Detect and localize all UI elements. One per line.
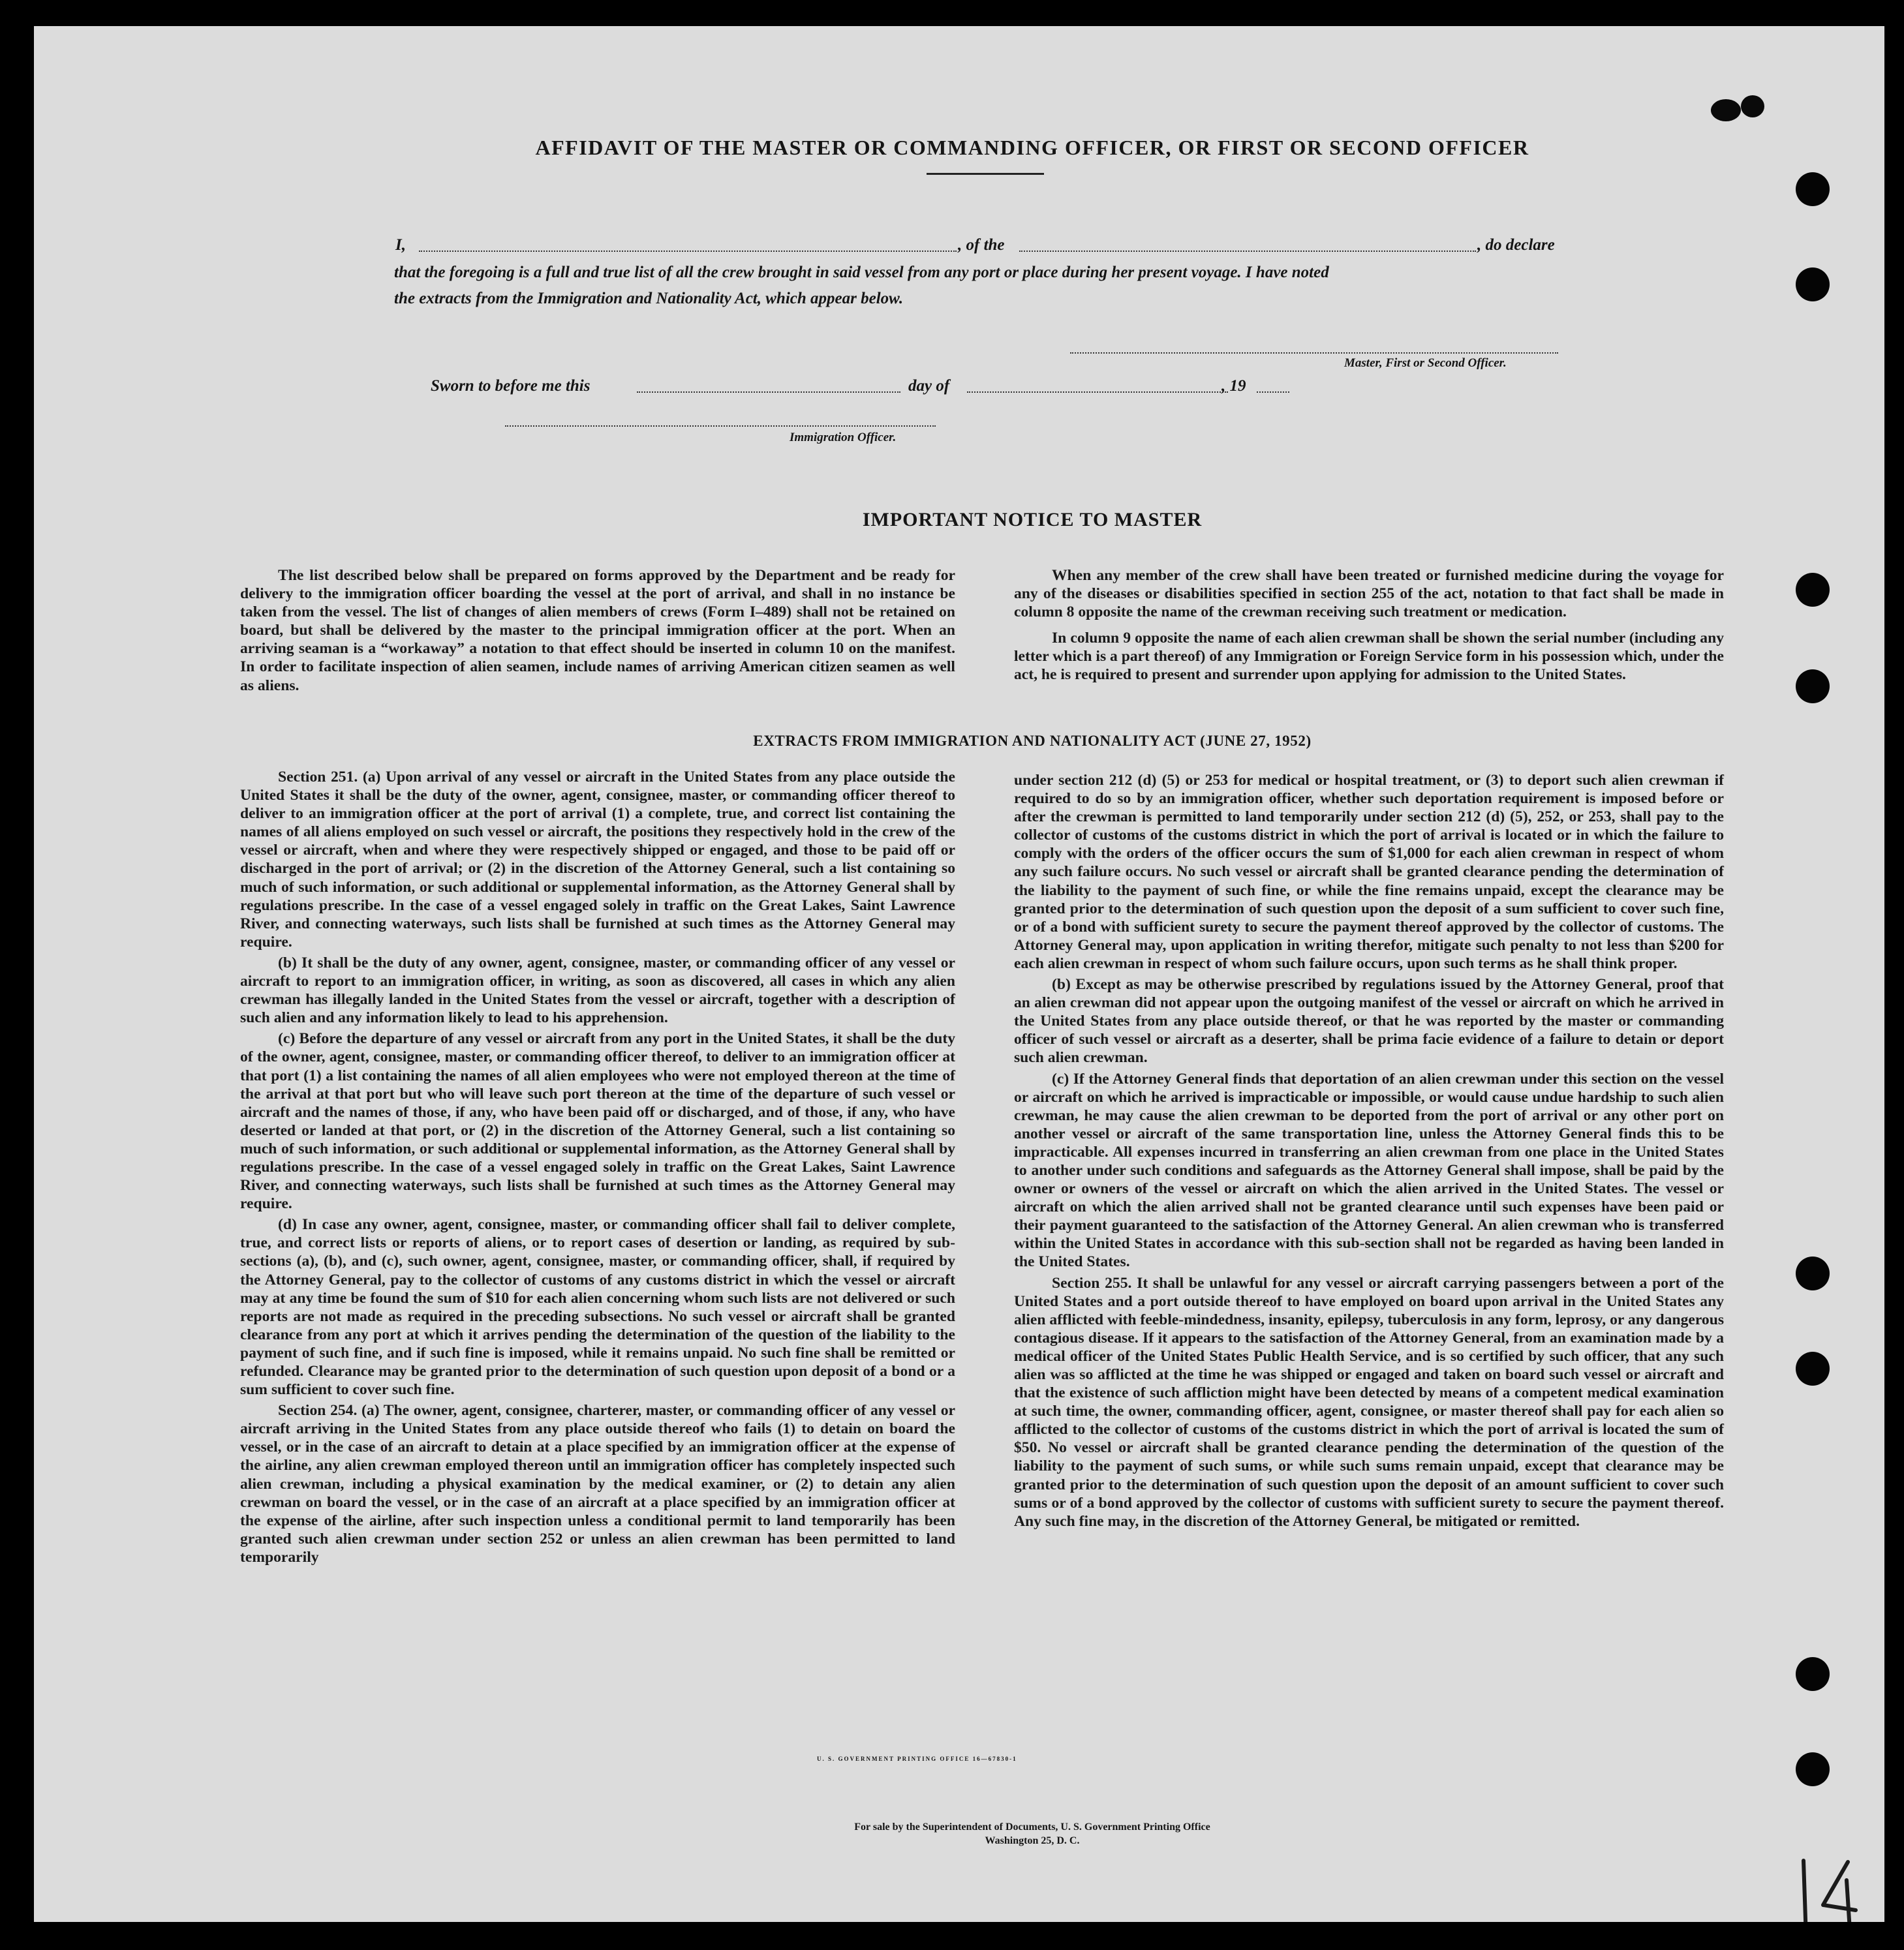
printer-imprint: U. S. GOVERNMENT PRINTING OFFICE 16—67830-1 [817, 1756, 1017, 1762]
extract-paragraph: (b) Except as may be otherwise prescribed by regulations issued by the Attorney General, proof that an alien crewman did not appear upon the outgoing manifest of the vessel or aircraft on which he arrived in the United States from any place outside thereof, or that he was reported by the master or commanding officer of such vessel or aircraft as a deserter, shall be prima facie evidence of a failure to detain or deport such alien crewman. [1014, 976, 1724, 1067]
notice-left-column [240, 566, 955, 697]
extract-paragraph: under section 212 (d) (5) or 253 for medical or hospital treatment, or (3) to deport such alien crewman if required to do so by an immigration officer, whether such deportation requirement is imposed before or after the crewman is permitted to land temporarily under section 212 (d) (5), 252, or 253, shall pay to the collector of customs of the customs district in which the port of arrival is located or in which the failure to comply with the orders of the officer occurs the sum of $1,000 for each alien crewman in respect of whom any such failure occurs. No such vessel or aircraft shall be granted clearance pending the determination of the liability to the payment of such fine, or while the fine remains unpaid, except the clearance may be granted prior to the determination of such question upon the deposit of a sum sufficient to cover such fine, or of a bond with sufficient surety to secure the payment thereof approved by the collector of customs. The Attorney General may, upon application in writing therefor, mitigate such penalty to not less than $200 for each alien crewman in respect of whom such failure occurs, upon such terms as he shall think proper. [1014, 772, 1724, 972]
affidavit-do-declare-label: , do declare [1477, 236, 1555, 254]
punch-hole [1796, 267, 1830, 301]
sworn-year-field[interactable] [1257, 391, 1289, 393]
extract-paragraph: (d) In case any owner, agent, consignee, master, or commanding officer shall fail to deliver complete, true, and correct lists or reports of aliens, or to report cases of desertion or landing, as required by sub-sections (a), (b), and (c), such owner, agent, consignee, master, or commanding officer, shall, if required by the Attorney General, pay to the collector of customs of any customs district in which the vessel or aircraft may at any time be found the sum of $10 for each alien concerning whom such lists are not delivered or such reports are not made as required in the preceding subsections. No such vessel or aircraft shall be granted clearance from any port at which it arrives pending the determination of the question of the liability to the payment of such fine, and if such fine is imposed, while it remains unpaid. No such fine shall be remitted or refunded. Clearance may be granted prior to the determination of such question upon deposit of a bond or a sum sufficient to cover such fine. [240, 1216, 955, 1399]
title-underline [927, 173, 1044, 175]
officer-signature-label: Immigration Officer. [790, 431, 897, 444]
affidavit-statement-line: that the foregoing is a full and true list of all the crew brought in said vessel from any port or place during her present voyage. I have noted [394, 264, 1329, 281]
document-page [34, 26, 1884, 1922]
extract-paragraph: (c) If the Attorney General finds that deportation of an alien crewman under this section on the vessel or aircraft on which he arrived is impracticable or impossible, or would cause undue hardship to such alien crewman, he may cause the alien crewman to be deported from the port of arrival or any other port on another vessel or aircraft of the same transportation line, unless the Attorney General finds this to be impracticable. All expenses incurred in transferring an alien crewman from one place in the United States to another under such conditions and safeguards as the Attorney General shall impose, shall be paid by the owner or owners of the vessel or aircraft on which the alien arrived in the United States. The vessel or aircraft on which the alien arrived shall not be granted clearance until such expenses have been paid or their payment guaranteed to the satisfaction of the Attorney General. An alien crewman who is transferred within the United States in accordance with this sub-section shall not be regarded as having been landed in the United States. [1014, 1070, 1724, 1271]
punch-hole [1796, 1257, 1830, 1290]
extract-paragraph: Section 255. It shall be unlawful for any vessel or aircraft carrying passengers between a port of the United States and a port outside thereof to have employed on board upon arrival in the United States any alien afflicted with feeble-mindedness, insanity, epilepsy, tuberculosis in any form, leprosy, or any dangerous contagious disease. If it appears to the satisfaction of the Attorney General, from an examination made by a medical officer of the United States Public Health Service, and is so certified by such officer, that any such alien was so afflicted at the time he was shipped or engaged and taken on board such vessel or aircraft and that the existence of such affliction might have been detected by means of a competent medical examination at such time, the owner, commanding officer, agent, consignee, or master thereof shall pay for each alien so afflicted to the collector of customs of the customs district in which the port of arrival is located the sum of $50. No vessel or aircraft shall be granted clearance pending the determination of the question of the liability to the payment of such sums, or while such sums remain unpaid, except that clearance may be granted prior to the determination of such question upon the deposit of an amount sufficient to cover such sums or of a bond approved by the collector of customs with sufficient surety to secure the payment thereof. Any such fine may, in the discretion of the Attorney General, be mitigated or remitted. [1014, 1274, 1724, 1530]
sworn-day-field[interactable] [637, 391, 900, 393]
sworn-day-of-label: day of [908, 377, 950, 395]
notice-right-column [1014, 566, 1724, 687]
sale-notice-line: For sale by the Superintendent of Documents, U. S. Government Printing Office [854, 1821, 1210, 1833]
notice-title: IMPORTANT NOTICE TO MASTER [862, 509, 1203, 530]
punch-hole [1796, 573, 1830, 607]
officer-signature-field[interactable] [505, 425, 936, 427]
affidavit-of-the-label: , of the [958, 236, 1005, 254]
master-signature-field[interactable] [1070, 352, 1558, 354]
punch-hole [1796, 172, 1830, 206]
handwritten-page-number [1790, 1854, 1862, 1922]
affidavit-title: AFFIDAVIT OF THE MASTER OR COMMANDING OFFICER, OR FIRST OR SECOND OFFICER [535, 136, 1529, 159]
sworn-label: Sworn to before me this [431, 377, 591, 395]
affidavit-i-label: I, [395, 236, 406, 254]
sale-notice-address: Washington 25, D. C. [985, 1835, 1080, 1846]
extracts-title: EXTRACTS FROM IMMIGRATION AND NATIONALITY ACT (JUNE 27, 1952) [753, 733, 1312, 749]
sworn-year-label: , 19 [1221, 377, 1246, 395]
punch-hole [1796, 1352, 1830, 1386]
notice-paragraph: The list described below shall be prepared on forms approved by the Department and be ready for delivery to the immigration officer boarding the vessel at the port of arrival, and shall in no instance be taken from the vessel. The list of changes of alien members of crews (Form I–489) shall not be retained on board, but shall be delivered by the master to the principal immigration officer at the port. When an arriving seaman is a “workaway” a notation to that effect should be inserted in column 10 on the manifest. In order to facilitate inspection of alien seamen, include names of arriving American citizen seamen as well as aliens. [240, 567, 955, 694]
sworn-month-field[interactable] [967, 391, 1228, 393]
ink-blot [1741, 95, 1764, 117]
vessel-field[interactable] [1019, 251, 1476, 252]
punch-hole [1796, 1657, 1830, 1691]
name-field[interactable] [419, 251, 957, 252]
notice-paragraph: When any member of the crew shall have been treated or furnished medicine during the voyage for any of the diseases or disabilities specified in section 255 of the act, notation to that fact shall be made in column 8 opposite the name of the crewman receiving such treatment or medication. [1014, 567, 1724, 621]
extract-paragraph: (c) Before the departure of any vessel or aircraft from any port in the United States, it shall be the duty of the owner, agent, consignee, master, or commanding officer thereof, to deliver to an immigration officer at that port (1) a list containing the names of all alien employees who were not employed thereon at the time of the arrival at that port but who will leave such port thereon at the time of the departure of such vessel or aircraft and the names of those, if any, who have been paid off or discharged, and of those, if any, who have deserted or landed at that port, or (2) in the discretion of the Attorney General, such a list containing so much of such information, or such additional or supplemental information, as the Attorney General shall by regulations prescribe. In the case of a vessel engaged solely in traffic on the Great Lakes, Saint Lawrence River, and connecting waterways, such lists shall be furnished at such times as the Attorney General may require. [240, 1030, 955, 1213]
extract-paragraph: (b) It shall be the duty of any owner, agent, consignee, master, or commanding officer of any vessel or aircraft to report to an immigration officer, in writing, as soon as discovered, all cases in which any alien crewman has illegally landed in the United States from the vessel or aircraft, together with a description of such alien and any information likely to lead to his apprehension. [240, 954, 955, 1027]
extracts-right-column [1014, 771, 1724, 1533]
affidavit-statement-line: the extracts from the Immigration and Nationality Act, which appear below. [394, 290, 904, 307]
extract-paragraph: Section 254. (a) The owner, agent, consignee, charterer, master, or commanding officer of any vessel or aircraft arriving in the United States from any place outside thereof who fails (1) to detain on board the vessel, or in the case of an aircraft to detain at a place specified by an immigration officer at the expense of the airline, any alien crewman employed thereon until an immigration officer has completely inspected such alien crewman, including a physical examination by the medical examiner, or (2) to detain any alien crewman on board the vessel, or in the case of an aircraft at a place specified by an immigration officer at the expense of the airline, after such inspection unless a conditional permit to land temporarily has been granted such alien crewman under section 252 or unless an alien crewman has been permitted to land temporarily [240, 1402, 955, 1566]
punch-hole [1796, 669, 1830, 703]
extracts-left-column [240, 768, 955, 1569]
extract-paragraph: Section 251. (a) Upon arrival of any vessel or aircraft in the United States from any place outside the United States it shall be the duty of the owner, agent, consignee, master, or commanding officer thereof to deliver to an immigration officer at the port of arrival (1) a complete, true, and correct list containing the names of all aliens employed on such vessel or aircraft, the positions they respectively hold in the crew of the vessel or aircraft, when and where they were respectively shipped or engaged, and those to be paid off or discharged in the port of arrival; or (2) in the discretion of the Attorney General, such a list containing so much of such information, or such additional or supplemental information, as the Attorney General shall by regulations prescribe. In the case of a vessel engaged solely in traffic on the Great Lakes, Saint Lawrence River, and connecting waterways, such lists shall be furnished at such times as the Attorney General may require. [240, 769, 955, 951]
master-signature-label: Master, First or Second Officer. [1344, 356, 1507, 370]
ink-blot [1711, 99, 1741, 121]
notice-paragraph: In column 9 opposite the name of each alien crewman shall be shown the serial number (including any letter which is a part thereof) of any Immigration or Foreign Service form in his possession which, under the act, he is required to present and surrender upon applying for admission to the United States. [1014, 630, 1724, 684]
punch-hole [1796, 1752, 1830, 1786]
